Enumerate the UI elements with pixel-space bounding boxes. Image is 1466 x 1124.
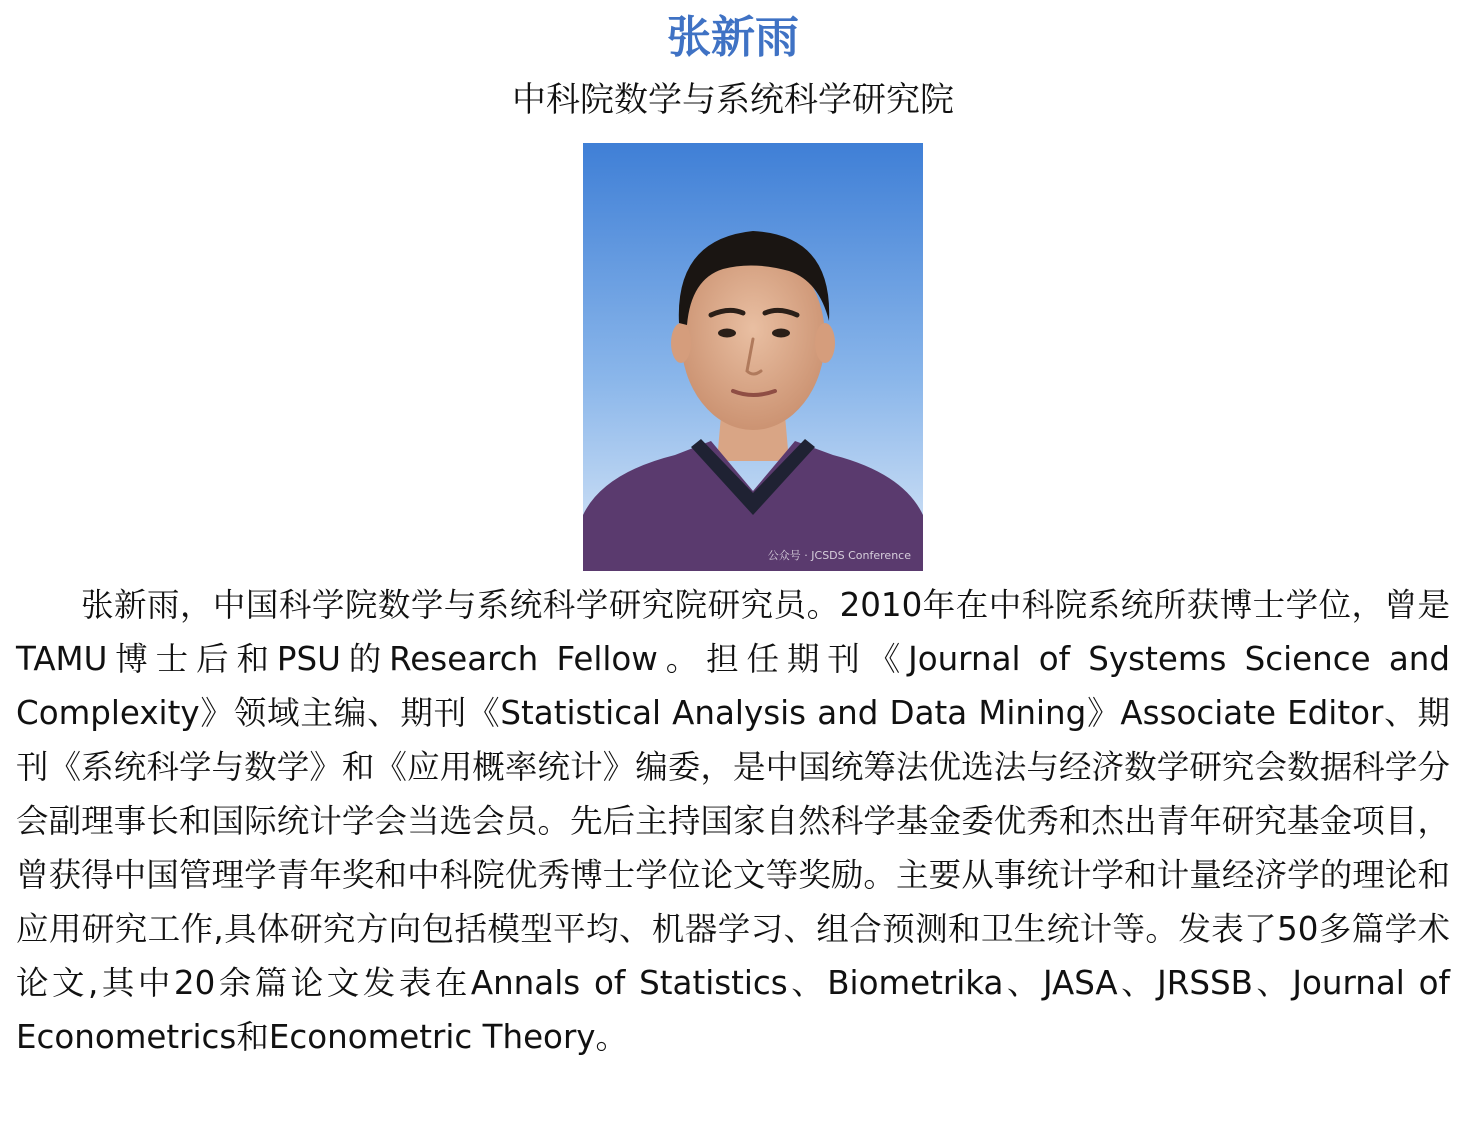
portrait-photo <box>583 143 923 571</box>
watermark-text: 公众号 · JCSDS Conference <box>767 549 911 562</box>
portrait-illustration <box>583 143 923 571</box>
affiliation: 中科院数学与系统科学研究院 <box>512 80 954 120</box>
biography-paragraph: 张新雨，中国科学院数学与系统科学研究院研究员。2010年在中科院系统所获博士学位，曾是TAMU博士后和PSU的Research Fellow。担任期刊《Journal of Systems Science and Complexity》领域主编、期刊《Statistical Analysis and Data Mining》Associate Editor、期刊《系统科学与数学》和《应用概率统计》编委，是中国统筹法优选法与经济数学研究会数据科学分会副理事长和国际统计学会当选会员。先后主持国家自然科学基金委优秀和杰出青年研究基金项目，曾获得中国管理学青年奖和中科院优秀博士学位论文等奖励。主要从事统计学和计量经济学的理论和应用研究工作,具体研究方向包括模型平均、机器学习、组合预测和卫生统计等。发表了50多篇学术论文,其中20余篇论文发表在Annals of Statistics、Biometrika、JASA、JRSSB、Journal of Econometrics和Econometric Theory。 <box>16 586 1450 1056</box>
person-name: 张新雨 <box>667 12 799 63</box>
